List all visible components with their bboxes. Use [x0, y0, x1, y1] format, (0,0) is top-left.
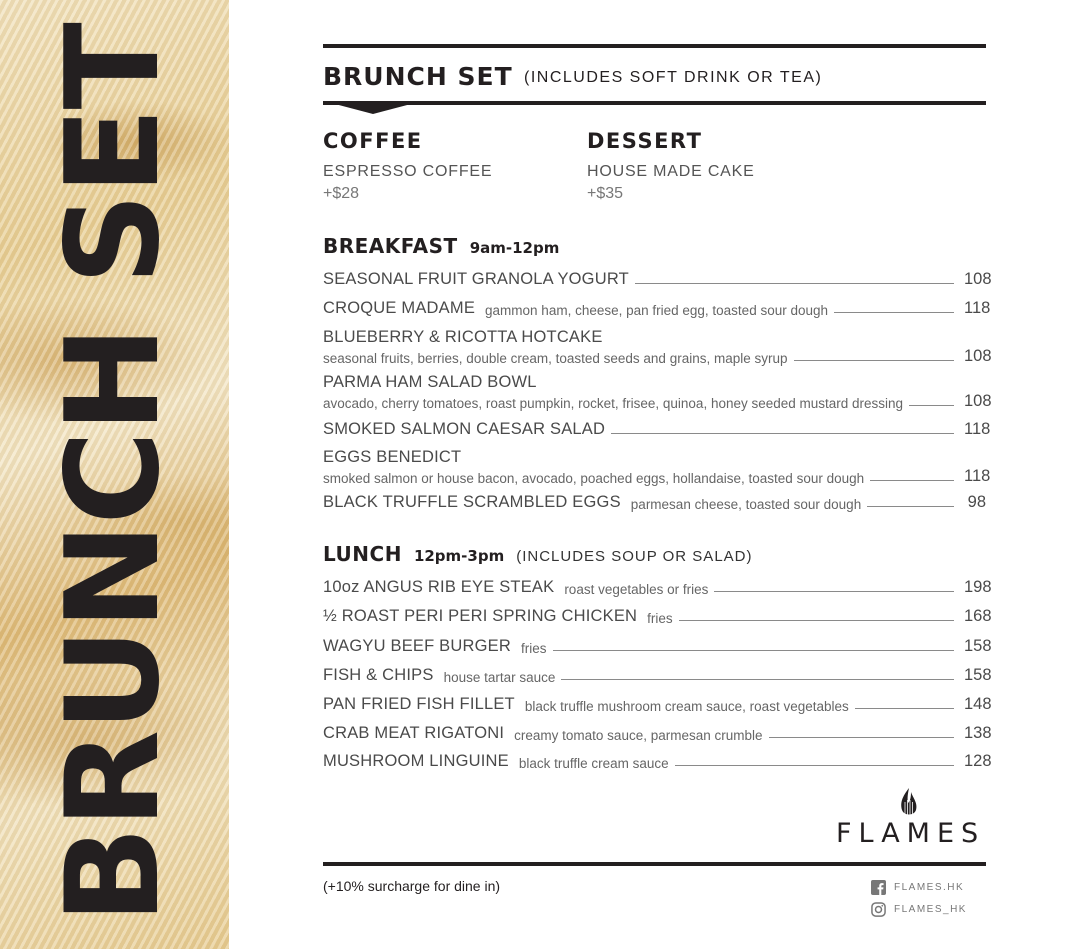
item-name: EGGS BENEDICT — [323, 448, 462, 466]
section-title: BREAKFAST — [323, 234, 458, 258]
addon-dessert — [587, 131, 755, 203]
menu-item — [323, 695, 992, 714]
item-price: 108 — [964, 392, 992, 410]
item-description: fries — [647, 611, 673, 626]
menu-item — [323, 493, 986, 512]
item-name: MUSHROOM LINGUINE — [323, 752, 509, 770]
footer-rule — [323, 862, 986, 866]
section-note: (INCLUDES SOUP OR SALAD) — [516, 548, 753, 565]
item-description: black truffle cream sauce — [518, 756, 669, 771]
instagram-handle: FLAMES_HK — [894, 904, 967, 915]
logo-wordmark: FLAMES — [836, 818, 986, 849]
side-title: BRUNCH SET — [39, 24, 188, 924]
lunch-heading — [323, 542, 753, 566]
menu-item — [323, 448, 991, 486]
addon-coffee — [323, 131, 492, 203]
menu-item — [323, 637, 992, 656]
section-title: LUNCH — [323, 542, 402, 566]
addon-price: +$28 — [323, 185, 360, 202]
item-price: 148 — [964, 695, 992, 713]
dot-leader — [553, 650, 955, 651]
header-notch — [335, 104, 411, 114]
section-hours: 9am-12pm — [469, 239, 560, 257]
item-name: BLUEBERRY & RICOTTA HOTCAKE — [323, 328, 603, 346]
menu-item — [323, 752, 992, 771]
item-name: WAGYU BEEF BURGER — [323, 637, 511, 655]
item-description: roast vegetables or fries — [564, 582, 709, 597]
surcharge-note: (+10% surcharge for dine in) — [323, 878, 501, 894]
item-price: 108 — [964, 347, 992, 365]
item-name: PAN FRIED FISH FILLET — [323, 695, 515, 713]
page-subtitle: (INCLUDES SOFT DRINK OR TEA) — [524, 69, 823, 86]
dot-leader — [867, 506, 954, 507]
instagram-icon — [871, 902, 886, 917]
item-description: parmesan cheese, toasted sour dough — [630, 497, 862, 512]
item-description: fries — [520, 641, 547, 656]
item-name: CRAB MEAT RIGATONI — [323, 724, 505, 742]
item-name: BLACK TRUFFLE SCRAMBLED EGGS — [323, 493, 621, 511]
menu-item — [323, 420, 991, 439]
page-title: BRUNCH SET — [323, 62, 513, 91]
dot-leader — [909, 405, 954, 406]
header-top-rule — [323, 44, 986, 48]
item-description: seasonal fruits, berries, double cream, toasted seeds and grains, maple syrup — [323, 351, 788, 366]
menu-item — [323, 724, 992, 743]
dot-leader — [794, 360, 955, 361]
item-description: gammon ham, cheese, pan fried egg, toasted sour dough — [485, 303, 829, 318]
flames-logo — [836, 788, 986, 852]
menu-item — [323, 299, 991, 318]
dot-leader — [769, 737, 954, 738]
dot-leader — [714, 591, 954, 592]
dot-leader — [870, 480, 954, 481]
item-description: black truffle mushroom cream sauce, roast vegetables — [524, 699, 849, 714]
item-name: ½ ROAST PERI PERI SPRING CHICKEN — [323, 607, 638, 625]
addon-heading: COFFEE — [323, 129, 423, 153]
item-description: creamy tomato sauce, parmesan crumble — [514, 728, 763, 743]
facebook-icon — [871, 880, 886, 895]
dot-leader — [855, 708, 954, 709]
item-price: 108 — [964, 270, 992, 288]
section-hours: 12pm-3pm — [413, 547, 505, 565]
item-price: 98 — [967, 493, 986, 511]
item-description: house tartar sauce — [443, 670, 556, 685]
item-name: SEASONAL FRUIT GRANOLA YOGURT — [323, 270, 629, 288]
breakfast-heading — [323, 234, 559, 258]
addon-heading: DESSERT — [587, 129, 703, 153]
menu-item — [323, 578, 992, 597]
item-name: 10oz ANGUS RIB EYE STEAK — [323, 578, 555, 596]
item-price: 128 — [964, 752, 992, 770]
menu-item — [323, 607, 992, 626]
addon-price: +$35 — [587, 185, 624, 202]
sand-panel — [0, 0, 229, 949]
item-price: 158 — [964, 666, 992, 684]
item-price: 118 — [964, 467, 991, 485]
menu-item — [323, 373, 992, 411]
menu-item — [323, 270, 992, 289]
item-price: 198 — [964, 578, 992, 596]
item-name: SMOKED SALMON CAESAR SALAD — [323, 420, 606, 438]
dot-leader — [675, 765, 954, 766]
dot-leader — [834, 312, 954, 313]
facebook-link[interactable] — [871, 880, 964, 895]
item-description: smoked salmon or house bacon, avocado, poached eggs, hollandaise, toasted sour dough — [323, 471, 865, 486]
instagram-link[interactable] — [871, 902, 967, 917]
dot-leader — [635, 283, 954, 284]
dot-leader — [611, 433, 954, 434]
item-name: CROQUE MADAME — [323, 299, 476, 317]
addon-item: ESPRESSO COFFEE — [323, 163, 493, 180]
flame-icon — [898, 788, 920, 822]
item-price: 158 — [964, 637, 992, 655]
item-name: FISH & CHIPS — [323, 666, 434, 684]
item-price: 118 — [964, 299, 991, 317]
dot-leader — [561, 679, 954, 680]
item-price: 138 — [964, 724, 992, 742]
item-price: 118 — [964, 420, 991, 438]
dot-leader — [679, 620, 954, 621]
item-name: PARMA HAM SALAD BOWL — [323, 373, 537, 391]
menu-item — [323, 666, 992, 685]
item-price: 168 — [964, 607, 992, 625]
menu-item — [323, 328, 992, 366]
facebook-handle: FLAMES.HK — [894, 882, 965, 893]
item-description: avocado, cherry tomatoes, roast pumpkin, rocket, frisee, quinoa, honey seeded mustard dressing — [323, 396, 904, 411]
addon-item: HOUSE MADE CAKE — [587, 163, 755, 180]
header-bottom-rule — [323, 101, 986, 105]
